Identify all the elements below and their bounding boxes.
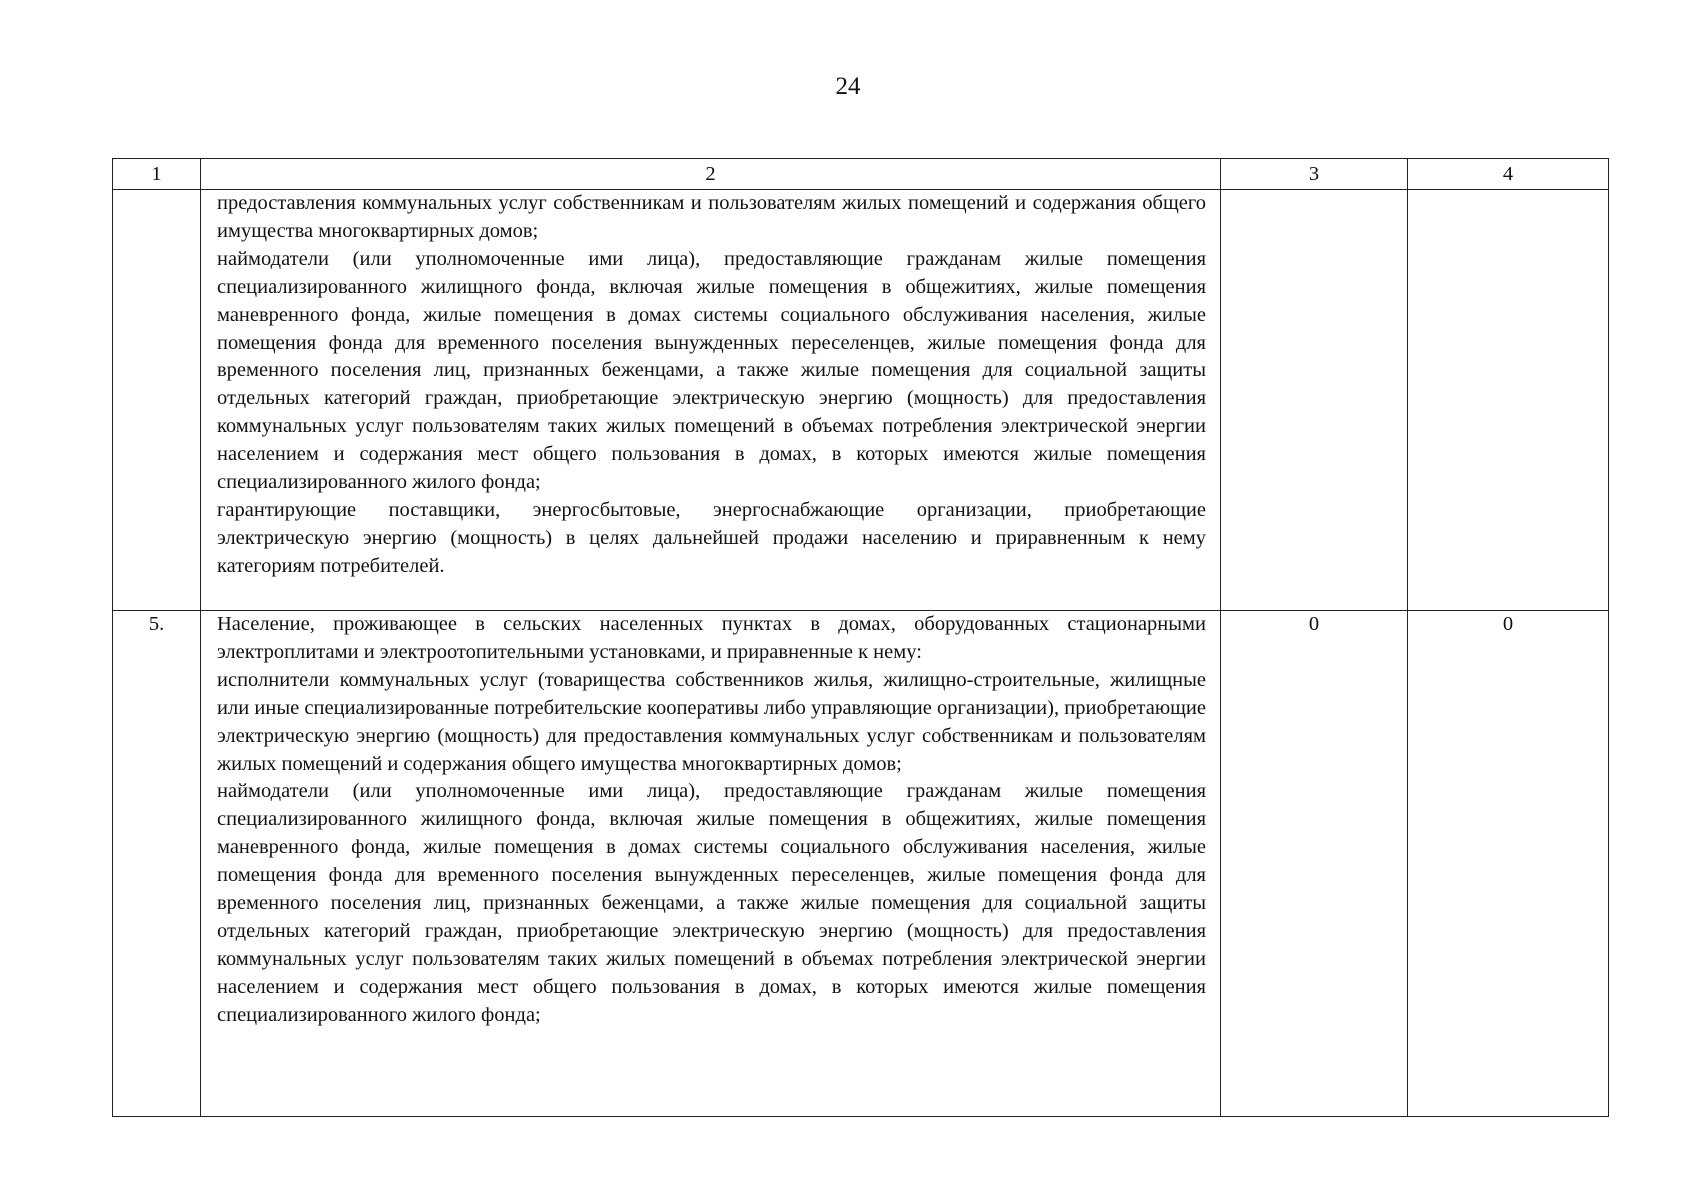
row-number-cell [113, 611, 201, 1117]
value-cell-col-4 [1408, 611, 1609, 1117]
description-text: предоставления коммунальных услуг собственникам и пользователям жилых помещений и содержания общего имущества многоквартирных домов; наймодатели (или уполномоченные ими лица), предоставляющие гражданам жилые помещения специализированного жилищного фонда, включая жилые помещения в общежитиях, жилые помещения маневренного фонда, жилые помещения в домах системы социального обслуживания населения, жилые помещения фонда для временного поселения вынужденных переселенцев, жилые помещения фонда для временного поселения лиц, признанных беженцами, а также жилые помещения для социальной защиты отдельных категорий граждан, приобретающие электрическую энергию (мощность) для предоставления коммунальных услуг пользователям таких жилых помещений в объемах потребления электрической энергии населением и содержания мест общего пользования в домах, в которых имеются жилые помещения специализированного жилого фонда; гарантирующие поставщики, энергосбытовые, энергоснабжающие организации, приобретающие электрическую энергию (мощность) в целях дальнейшей продажи населению и приравненным к нему категориям потребителей. [217, 192, 1206, 577]
value-col-3: 0 [1308, 613, 1320, 635]
value-cell-col-4 [1408, 190, 1609, 611]
header-col-4: 4 [1408, 159, 1609, 190]
description-cell [201, 611, 1221, 1117]
row-number-cell [113, 190, 201, 611]
header-col-2: 2 [201, 159, 1221, 190]
description-cell [201, 190, 1221, 611]
table-row [113, 611, 1609, 1117]
tariff-table [112, 158, 1609, 1117]
value-col-4: 0 [1502, 613, 1514, 635]
value-cell-col-3 [1221, 611, 1408, 1117]
table-row [113, 190, 1609, 611]
header-col-3: 3 [1221, 159, 1408, 190]
table-header-row [113, 159, 1609, 190]
description-text: Население, проживающее в сельских населенных пунктах в домах, оборудованных стационарными электроплитами и электроотопительными установками, и приравненные к нему: исполнители коммунальных услуг (товарищества собственников жилья, жилищно-строительные, жилищные или иные специализированные потребительские кооперативы либо управляющие организации), приобретающие электрическую энергию (мощность) для предоставления коммунальных услуг собственникам и пользователям жилых помещений и содержания общего имущества многоквартирных домов; наймодатели (или уполномоченные ими лица), предоставляющие гражданам жилые помещения специализированного жилищного фонда, включая жилые помещения в общежитиях, жилые помещения маневренного фонда, жилые помещения в домах системы социального обслуживания населения, жилые помещения фонда для временного поселения вынужденных переселенцев, жилые помещения фонда для временного поселения лиц, признанных беженцами, а также жилые помещения для социальной защиты отдельных категорий граждан, приобретающие электрическую энергию (мощность) для предоставления коммунальных услуг пользователям таких жилых помещений в объемах потребления электрической энергии населением и содержания мест общего пользования в домах, в которых имеются жилые помещения специализированного жилого фонда; [217, 613, 1206, 1026]
value-cell-col-3 [1221, 190, 1408, 611]
header-col-1: 1 [113, 159, 201, 190]
page-number: 24 [835, 73, 861, 100]
row-number: 5. [148, 613, 165, 635]
